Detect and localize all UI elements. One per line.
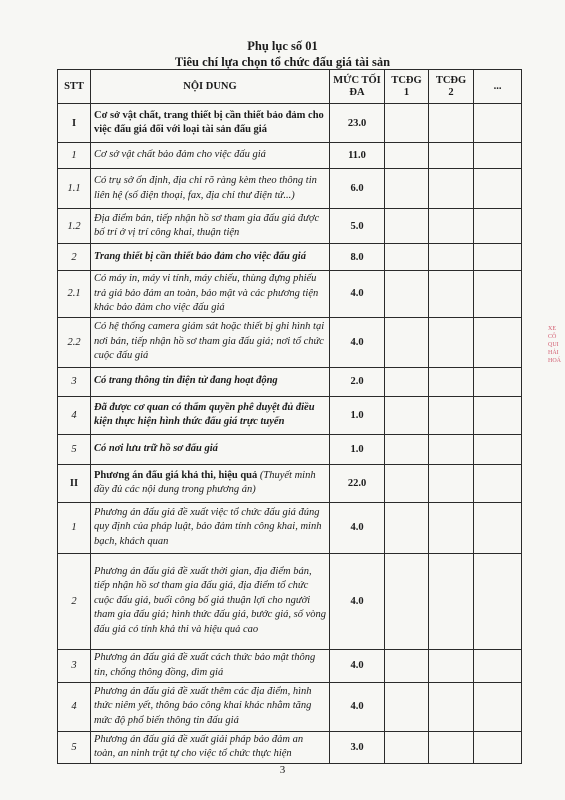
row-tcdg-1[interactable]: [385, 682, 429, 731]
row-stt: 3: [58, 649, 91, 682]
row-tcdg-2[interactable]: [429, 169, 474, 209]
row-tcdg-2[interactable]: [429, 396, 474, 434]
row-tcdg-1[interactable]: [385, 143, 429, 169]
stamp-fragment: [548, 325, 565, 375]
row-stt: 2: [58, 244, 91, 271]
row-content: Phương án đấu giá đề xuất việc tổ chức đấu giá đúng quy định của pháp luật, bảo đảm tính công khai, minh bạch, khách quan: [91, 502, 330, 553]
table-body: [58, 104, 522, 764]
row-tcdg-1[interactable]: [385, 104, 429, 143]
criteria-table: [57, 69, 522, 764]
row-tcdg-1[interactable]: [385, 367, 429, 396]
row-more[interactable]: [474, 464, 522, 502]
row-max-score: 4.0: [330, 682, 385, 731]
row-tcdg-1[interactable]: [385, 209, 429, 244]
row-max-score: 22.0: [330, 464, 385, 502]
header-content: NỘI DUNG: [91, 70, 330, 104]
row-more[interactable]: [474, 244, 522, 271]
page-number: 3: [279, 764, 286, 776]
table-row: [58, 464, 522, 502]
row-content: Có hệ thống camera giám sát hoặc thiết bị ghi hình tại nơi bán, tiếp nhận hồ sơ tham gia đấu giá; nơi tổ chức cuộc đấu giá: [91, 317, 330, 367]
row-content-part: Phương án đấu giá khả thi, hiệu quả: [94, 469, 260, 481]
row-tcdg-2[interactable]: [429, 143, 474, 169]
row-content: Có trụ sở ổn định, địa chỉ rõ ràng kèm theo thông tin liên hệ (số điện thoại, fax, địa chỉ thư điện tử...): [91, 169, 330, 209]
row-max-score: 3.0: [330, 731, 385, 763]
row-tcdg-2[interactable]: [429, 434, 474, 464]
row-max-score: 4.0: [330, 649, 385, 682]
row-max-score: 4.0: [330, 553, 385, 649]
header-tcdg-2: TCĐG 2: [429, 70, 474, 104]
row-more[interactable]: [474, 169, 522, 209]
row-content: Phương án đấu giá đề xuất cách thức bảo mật thông tin, chống thông đồng, dìm giá: [91, 649, 330, 682]
row-stt: 4: [58, 682, 91, 731]
row-more[interactable]: [474, 502, 522, 553]
row-max-score: 4.0: [330, 271, 385, 318]
row-max-score: 4.0: [330, 502, 385, 553]
table-row: [58, 209, 522, 244]
row-stt: 1: [58, 143, 91, 169]
row-max-score: 23.0: [330, 104, 385, 143]
row-tcdg-1[interactable]: [385, 464, 429, 502]
row-content: Có máy in, máy vi tính, máy chiếu, thùng đựng phiếu trả giá bảo đảm an toàn, bảo mật và các phương tiện khác bảo đảm cho việc đấu giá: [91, 271, 330, 318]
row-max-score: 6.0: [330, 169, 385, 209]
row-tcdg-2[interactable]: [429, 104, 474, 143]
row-stt: 2.1: [58, 271, 91, 318]
row-more[interactable]: [474, 553, 522, 649]
row-more[interactable]: [474, 367, 522, 396]
row-stt: 5: [58, 731, 91, 763]
row-tcdg-2[interactable]: [429, 682, 474, 731]
row-tcdg-2[interactable]: [429, 317, 474, 367]
stamp-line: CÔ: [548, 334, 557, 340]
row-content: Địa điểm bán, tiếp nhận hồ sơ tham gia đấu giá được bố trí ở vị trí công khai, thuận tiện: [91, 209, 330, 244]
header-stt: STT: [58, 70, 91, 104]
row-stt: II: [58, 464, 91, 502]
table-row: [58, 317, 522, 367]
table-row: [58, 682, 522, 731]
row-content: Đã được cơ quan có thẩm quyền phê duyệt đủ điều kiện thực hiện hình thức đấu giá trực tuyến: [91, 396, 330, 434]
row-more[interactable]: [474, 434, 522, 464]
row-content: Có trang thông tin điện tử đang hoạt động: [91, 367, 330, 396]
header-max-score: MỨC TỐI ĐA: [330, 70, 385, 104]
row-max-score: 1.0: [330, 434, 385, 464]
table-row: [58, 553, 522, 649]
appendix-title: Phụ lục số 01: [247, 39, 318, 53]
table-row: [58, 731, 522, 763]
table-header-row: [58, 70, 522, 104]
row-more[interactable]: [474, 731, 522, 763]
stamp-line: HOÁ: [548, 358, 561, 364]
row-content: Cơ sở vật chất, trang thiết bị cần thiết bảo đảm cho việc đấu giá đối với loại tài sản đấu giá: [91, 104, 330, 143]
document-subtitle: Tiêu chí lựa chọn tổ chức đấu giá tài sản: [174, 55, 391, 69]
row-content: Phương án đấu giá đề xuất thêm các địa điểm, hình thức niêm yết, thông báo công khai khác nhằm tăng mức độ phổ biến thông tin đấu giá: [91, 682, 330, 731]
row-tcdg-1[interactable]: [385, 244, 429, 271]
row-tcdg-2[interactable]: [429, 649, 474, 682]
row-tcdg-1[interactable]: [385, 396, 429, 434]
row-stt: 1.1: [58, 169, 91, 209]
row-stt: 1.2: [58, 209, 91, 244]
row-stt: 1: [58, 502, 91, 553]
row-tcdg-1[interactable]: [385, 434, 429, 464]
stamp-line: HẢI: [548, 350, 559, 356]
row-tcdg-2[interactable]: [429, 271, 474, 318]
table-row: [58, 169, 522, 209]
row-content: [91, 464, 330, 502]
row-content: Phương án đấu giá đề xuất thời gian, địa điểm bán, tiếp nhận hồ sơ tham gia đấu giá, địa điểm tổ chức cuộc đấu giá, buổi công bố giá thuận lợi cho người tham gia đấu giá; hình thức đấu giá, bước giá, số vòng đấu giá có tính khả thi và hiệu quả cao: [91, 553, 330, 649]
row-tcdg-1[interactable]: [385, 649, 429, 682]
row-tcdg-1[interactable]: [385, 271, 429, 318]
row-content: Có nơi lưu trữ hồ sơ đấu giá: [91, 434, 330, 464]
row-more[interactable]: [474, 209, 522, 244]
stamp-line: QUI: [548, 342, 559, 348]
row-tcdg-1[interactable]: [385, 317, 429, 367]
stamp-line: XE: [548, 326, 556, 332]
table-row: [58, 649, 522, 682]
row-tcdg-1[interactable]: [385, 169, 429, 209]
table-row: [58, 502, 522, 553]
table-row: [58, 367, 522, 396]
row-tcdg-2[interactable]: [429, 244, 474, 271]
row-more[interactable]: [474, 143, 522, 169]
row-tcdg-1[interactable]: [385, 502, 429, 553]
header-more: ...: [474, 70, 522, 104]
row-stt: I: [58, 104, 91, 143]
row-tcdg-2[interactable]: [429, 553, 474, 649]
row-content: Phương án đấu giá đề xuất giải pháp bảo đảm an toàn, an ninh trật tự cho việc tổ chức thực hiện: [91, 731, 330, 763]
table-row: [58, 104, 522, 143]
table-row: [58, 434, 522, 464]
row-stt: 3: [58, 367, 91, 396]
row-stt: 5: [58, 434, 91, 464]
row-tcdg-1[interactable]: [385, 553, 429, 649]
row-more[interactable]: [474, 682, 522, 731]
row-content-part: (Thuyết minh đầy đủ các nội dung trong phương án): [94, 469, 316, 495]
row-max-score: 5.0: [330, 209, 385, 244]
row-more[interactable]: [474, 104, 522, 143]
row-more[interactable]: [474, 317, 522, 367]
row-stt: 4: [58, 396, 91, 434]
row-tcdg-2[interactable]: [429, 502, 474, 553]
row-max-score: 1.0: [330, 396, 385, 434]
row-tcdg-2[interactable]: [429, 731, 474, 763]
row-more[interactable]: [474, 649, 522, 682]
row-max-score: 2.0: [330, 367, 385, 396]
table-row: [58, 143, 522, 169]
row-more[interactable]: [474, 271, 522, 318]
row-more[interactable]: [474, 396, 522, 434]
row-stt: 2: [58, 553, 91, 649]
table-row: [58, 396, 522, 434]
row-max-score: 11.0: [330, 143, 385, 169]
row-content: Trang thiết bị cần thiết bảo đảm cho việc đấu giá: [91, 244, 330, 271]
table-row: [58, 271, 522, 318]
row-tcdg-2[interactable]: [429, 209, 474, 244]
row-max-score: 8.0: [330, 244, 385, 271]
row-tcdg-2[interactable]: [429, 367, 474, 396]
row-tcdg-2[interactable]: [429, 464, 474, 502]
row-tcdg-1[interactable]: [385, 731, 429, 763]
table-row: [58, 244, 522, 271]
row-content: Cơ sở vật chất bảo đảm cho việc đấu giá: [91, 143, 330, 169]
row-max-score: 4.0: [330, 317, 385, 367]
row-stt: 2.2: [58, 317, 91, 367]
header-tcdg-1: TCĐG 1: [385, 70, 429, 104]
